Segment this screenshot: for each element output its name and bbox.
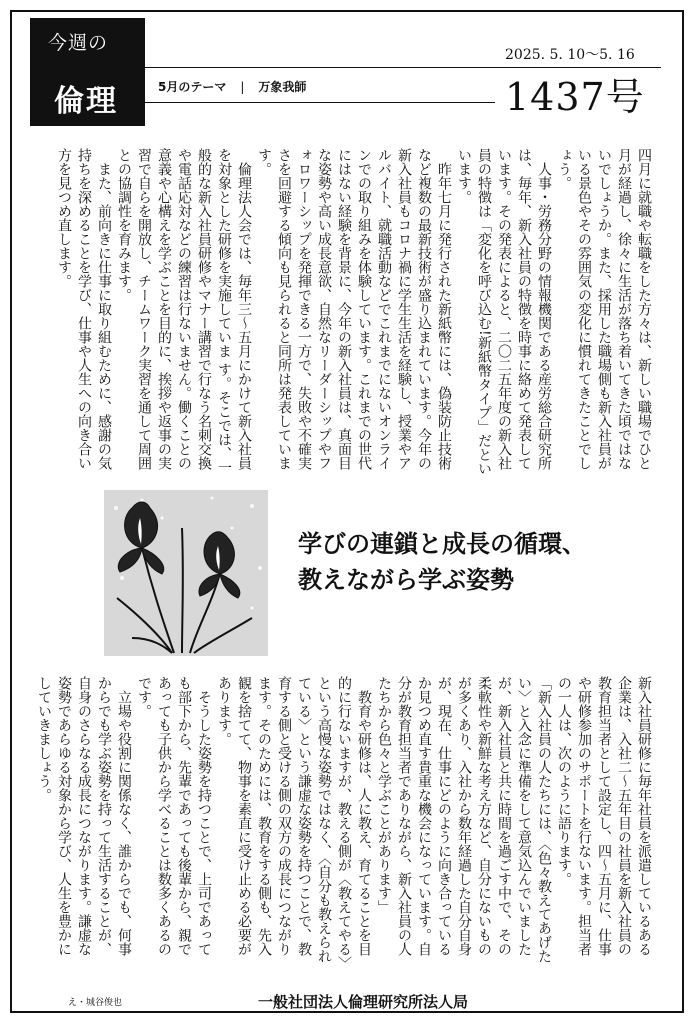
theme-separator: | <box>240 80 245 94</box>
publisher-name: 一般社団法人倫理研究所法人局 <box>258 993 469 1011</box>
illustrator-credit: え・城谷俊也 <box>68 998 123 1008</box>
headline-line-1: 学びの連鎖と成長の循環、 <box>298 530 586 558</box>
monthly-theme <box>158 78 306 95</box>
iris-flower-illustration <box>102 488 270 658</box>
issue-number: 1437号 <box>505 75 645 119</box>
header-rule-bottom <box>145 102 495 103</box>
masthead-title-box <box>30 18 145 126</box>
article-headline <box>298 526 586 598</box>
theme-value: 万象我師 <box>258 80 307 94</box>
article-bottom-column: 新入社員研修に毎年社員を派遣しているある企業は、入社二～五年目の社員を新入社員の教育担当者として設定し、四～五月に、仕事や研修参加のサポートを行ないます。担当者の一人は、次のように語ります。 「新入社員の人たちには、〈色々教えてあげたい〉と入念に準備をして意気込んでいましたが、新入社員と共に時間を過ごす中で、その柔軟性や新鮮な考え方など、自分にないものが多くあり、入社から数年経過した自分自身が、現在、仕事にどのように向き合っているか見つめ直す貴重な機会になっています。自分が教育担当者でありながら、新入社員の人たちから色々と学ぶことがあります」 教育や研修は、人に教え、育てることを目的に行ないますが、教える側が〈教えてやる〉という高慢な姿勢ではなく、〈自分も教えられている〉という謙虚な姿勢を持つことで、教育する側と受ける側の双方の成長につながります。そのためには、教育をする側も、先入観を捨てて、物事を素直に受け止める必要があります。 そうした姿勢を持つことで、上司であっても部下から、先輩であっても後輩から、親であっても子供から学べることは数多くあるのです。 立場や役割に関係なく、誰からでも、何事からでも学ぶ姿勢を持って生活することが、自身のさらなる成長につながります。謙虚な姿勢であらゆる対象から学び、人生を豊かにしていきましょう。 <box>36 676 652 963</box>
masthead-title-top: 今週の <box>48 32 109 54</box>
article-top-column: 四月に就職や転職をした方々は、新しい職場でひと月が経過し、徐々に生活が落ち着いてきた頃ではないでしょうか。また、採用した職場側も新入社員がいる景色やその雰囲気の変化に慣れてきたことでしょう。 人事・労務分野の情報機関である産労総合研究所は、毎年、新入社員の特徴を時事に絡めて発表しています。その発表によると、二〇二五年度の新入社員の特徴は「変化を呼び込む!新紙幣タイプ」だといいます。 昨年七月に発行された新紙幣には、偽装防止技術など複数の最新技術が盛り込まれています。今年の新入社員もコロナ禍に学生生活を経験し、授業やアルバイト、就職活動などでこれまでにないオンラインでの取り組みを体験しています。これまでの世代にはない経験を背景に、今年の新入社員は、真面目な姿勢や高い成長意欲、自然なリーダーシップやフォロワーシップを発揮できる一方で、失敗や不確実さを回避する傾向も見られると同所は発表しています。 倫理法人会では、毎年三～五月にかけて新入社員を対象とした研修を実施していま す。そこでは、一般的な新入社員研修やマナー講習で行なう名刺交換や電話応対などの練習は行ないません。働くことの意義や心構えを学ぶことを目的に、挨拶や返事の実習で自らを開放し、チームワーク実習を通して周囲との協調性を育みます。 また、前向きに仕事に取り組むために、感謝の気持ちを深めることを学び、仕事や人生への向き合い方を見つめ直します。 <box>56 148 652 476</box>
masthead-title-bottom: 倫理 <box>54 84 118 119</box>
date-range: 2025. 5. 10～5. 16 <box>505 47 635 63</box>
theme-label: 5月のテーマ <box>158 80 227 94</box>
headline-line-2: 教えながら学ぶ姿勢 <box>298 566 514 594</box>
